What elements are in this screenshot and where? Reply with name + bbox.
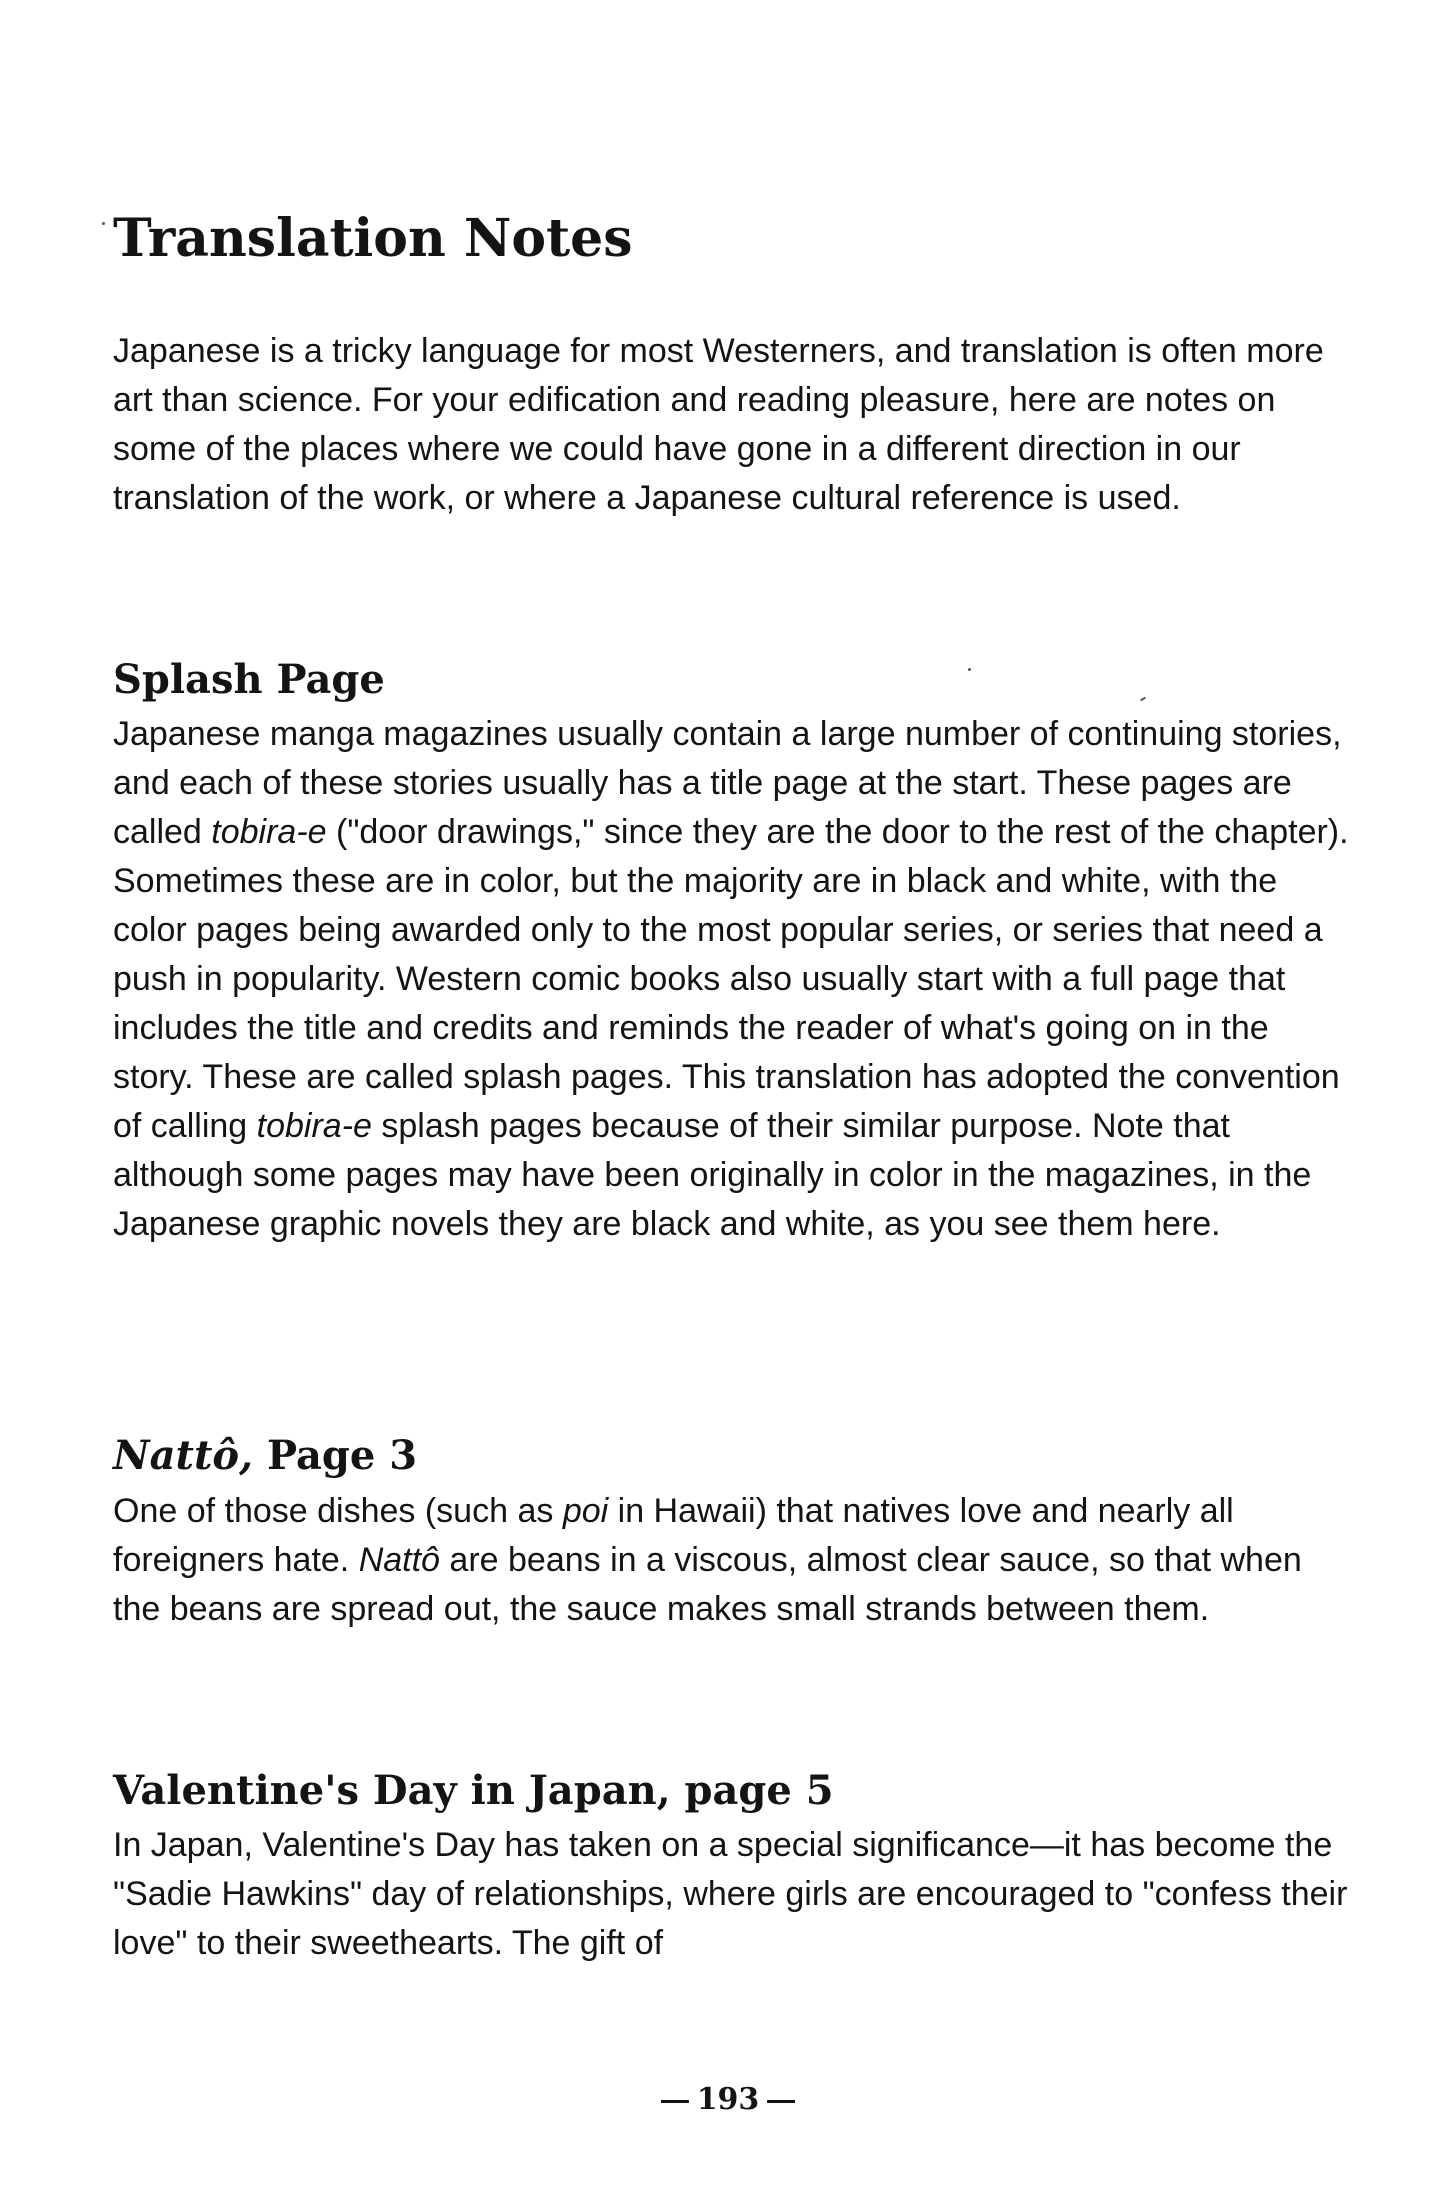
text-run: In Japan, Valentine's Day has taken on a special significance—it has become the "Sadie Hawkins" day of relationships, where girls are encouraged to "confess their love" to their sweethearts. The gift of (113, 1826, 1348, 1962)
text-run: ("door drawings," since they are the door to the rest of the chapter). Sometimes these are in color, but the majority are in black and white, with the color pages being awarded only to the most popular series, or series that need a push in popularity. Western comic books also usually start with a full page that includes the title and credits and reminds the reader of what's going on in the story. These are called splash pages. This translation has adopted the convention of calling (113, 813, 1349, 1145)
italic-term: Nattô (358, 1541, 440, 1579)
scan-speck (1140, 697, 1146, 702)
intro-paragraph: Japanese is a tricky language for most Westerners, and translation is often more art than science. For your edification and reading pleasure, here are notes on some of the places where we could have gone in a different direction in our translation of the work, or where a Japanese cultural reference is used. (113, 332, 1324, 517)
section-body-splash-page (113, 710, 1353, 1249)
heading-italic-part: Nattô, (113, 1432, 254, 1479)
italic-term: tobira-e (256, 1107, 372, 1145)
section-body-valentines-day (113, 1821, 1353, 1968)
section-body-natto (113, 1487, 1353, 1634)
text-run: splash pages because of their similar purpose. Note that although some pages may have been originally in color in the magazines, in the Japanese graphic novels they are black and white, as you see them here. (113, 1107, 1312, 1243)
page-title: Translation Notes (113, 208, 633, 269)
page-number (0, 2082, 1456, 2117)
text-run: One of those dishes (such as (113, 1492, 563, 1530)
section-heading-natto (113, 1432, 417, 1480)
scan-speck (102, 222, 105, 225)
section-heading-valentines-day: Valentine's Day in Japan, page 5 (113, 1767, 834, 1814)
section-heading-splash-page: Splash Page (113, 656, 385, 703)
text-run: are beans in a viscous, almost clear sauce, so that when the beans are spread out, the sauce makes small strands between them. (113, 1541, 1302, 1628)
scan-speck (968, 668, 971, 671)
italic-term: tobira-e (211, 813, 327, 851)
dash-decoration (661, 2100, 689, 2103)
heading-rest: Page 3 (253, 1432, 418, 1479)
italic-term: poi (562, 1492, 609, 1530)
dash-decoration (767, 2100, 795, 2103)
text-run: in Hawaii) that natives love and nearly all foreigners hate. (113, 1492, 1234, 1579)
text-run: Japanese manga magazines usually contain a large number of continuing stories, and each of these stories usually has a title page at the start. These pages are called (113, 715, 1342, 851)
page-number-value: 193 (696, 2082, 760, 2117)
